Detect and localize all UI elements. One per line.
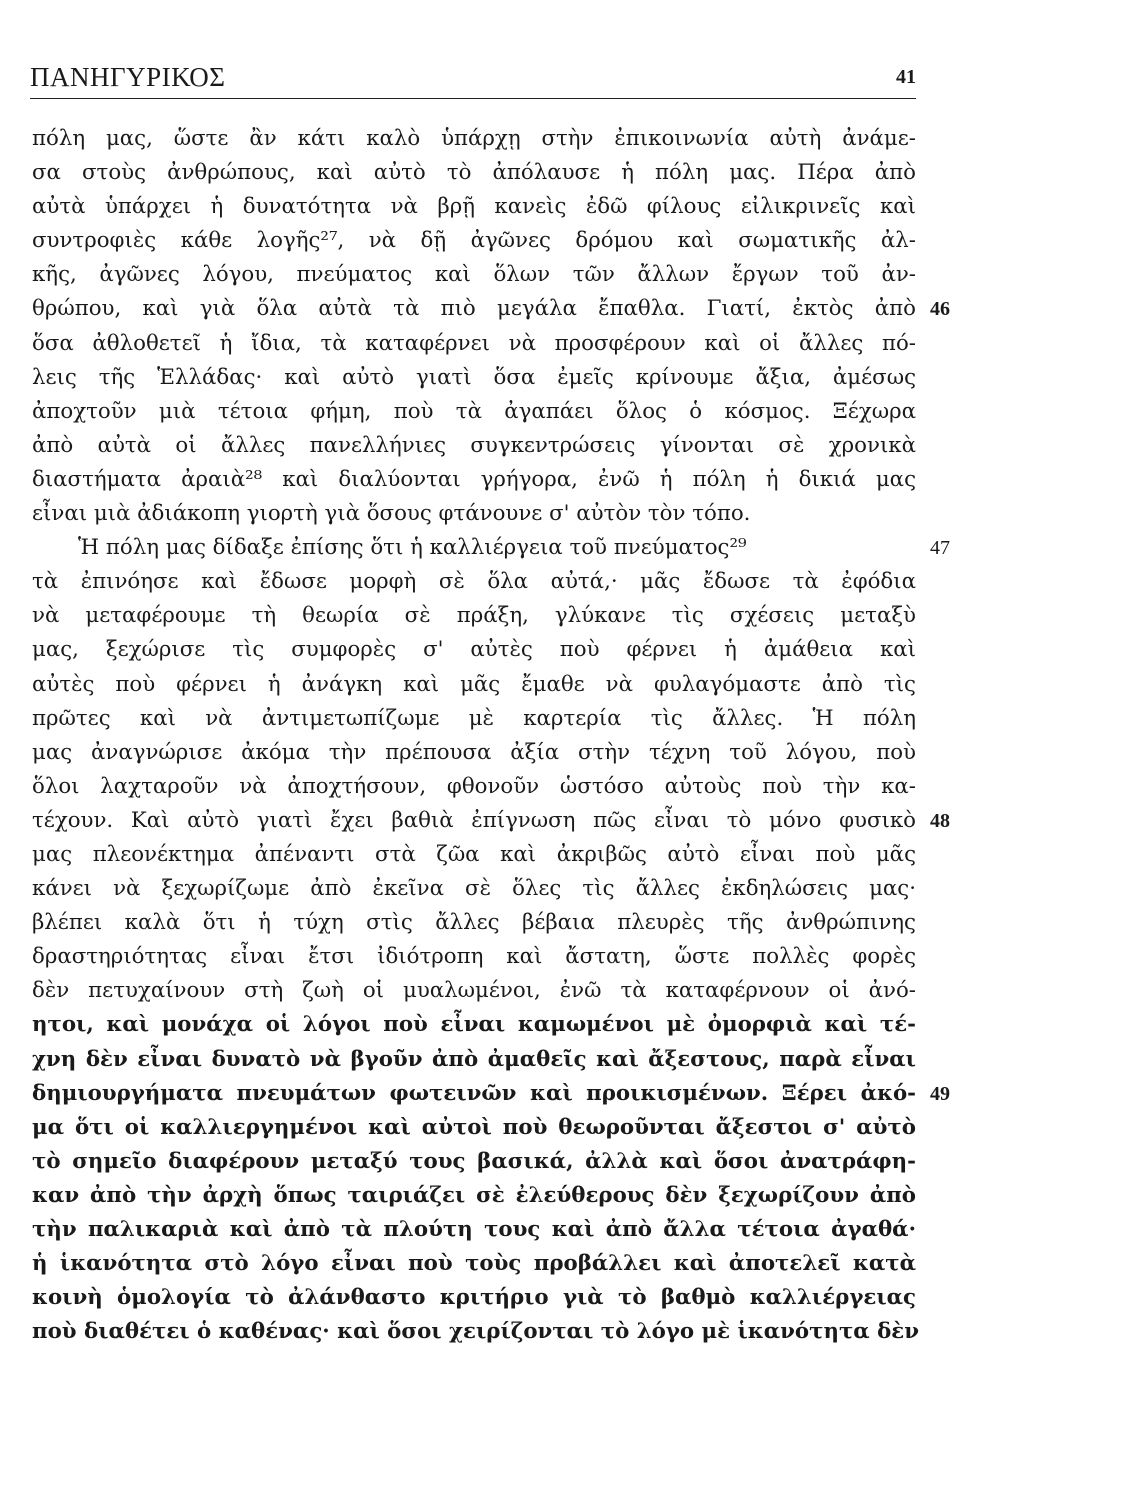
- text-line: ἀπὸ αὐτὰ οἱ ἄλλες πανελλήνιες συγκεντρώσεις γίνονται σὲ χρονικὰ: [32, 432, 916, 458]
- text-line-content: δημιουργήματα πνευμάτων φωτεινῶν καὶ προικισμένων. Ξέρει ἀκό-: [32, 1080, 916, 1106]
- text-line: πρῶτες καὶ νὰ ἀντιμετωπίζωμε μὲ καρτερία τὶς ἄλλες. Ἡ πόλη: [32, 705, 916, 731]
- text-line: δραστηριότητας εἶναι ἔτσι ἰδιότροπη καὶ ἄστατη, ὥστε πολλὲς φορὲς: [32, 944, 916, 970]
- text-line: συντροφιὲς κάθε λογῆς²⁷, νὰ δῇ ἀγῶνες δρόμου καὶ σωματικῆς ἀλ-: [32, 228, 916, 254]
- text-line: ποὺ διαθέτει ὁ καθένας· καὶ ὅσοι χειρίζονται τὸ λόγο μὲ ἱκανότητα δὲν: [32, 1319, 920, 1345]
- text-body: [32, 122, 950, 1349]
- text-line: [32, 804, 950, 838]
- text-line: βλέπει καλὰ ὅτι ἡ τύχη στὶς ἄλλες βέβαια πλευρὲς τῆς ἀνθρώπινης: [32, 910, 916, 936]
- text-line: αὐτὰ ὑπάρχει ἡ δυνατότητα νὰ βρῇ κανεὶς ἐδῶ φίλους εἰλικρινεῖς καὶ: [32, 194, 916, 220]
- margin-number: 48: [930, 809, 950, 832]
- text-line: [32, 292, 950, 326]
- text-line: δὲν πετυχαίνουν στὴ ζωὴ οἱ μυαλωμένοι, ἐνῶ τὰ καταφέρνουν οἱ ἀνό-: [32, 978, 916, 1004]
- text-line: κῆς, ἀγῶνες λόγου, πνεύματος καὶ ὅλων τῶν ἄλλων ἔργων τοῦ ἀν-: [32, 262, 916, 288]
- text-line: χνη δὲν εἶναι δυνατὸ νὰ βγοῦν ἀπὸ ἀμαθεῖς καὶ ἄξεστους, παρὰ εἶναι: [32, 1046, 916, 1072]
- text-line: αὐτὲς ποὺ φέρνει ἡ ἀνάγκη καὶ μᾶς ἔμαθε νὰ φυλαγόμαστε ἀπὸ τὶς: [32, 671, 916, 697]
- running-title: ΠΑΝΗΓΥΡΙΚΟΣ: [30, 62, 226, 92]
- text-line-content: Ἡ πόλη μας δίδαξε ἐπίσης ὅτι ἡ καλλιέργεια τοῦ πνεύματος²⁹: [78, 535, 747, 561]
- text-line: ἀποχτοῦν μιὰ τέτοια φήμη, ποὺ τὰ ἀγαπάει ὅλος ὁ κόσμος. Ξέχωρα: [32, 398, 916, 424]
- margin-number: 46: [930, 298, 950, 321]
- text-line: [32, 1077, 950, 1111]
- text-line: σα στοὺς ἀνθρώπους, καὶ αὐτὸ τὸ ἀπόλαυσε ἡ πόλη μας. Πέρα ἀπὸ: [32, 160, 916, 186]
- text-line-content: θρώπου, καὶ γιὰ ὅλα αὐτὰ τὰ πιὸ μεγάλα ἔπαθλα. Γιατί, ἐκτὸς ἀπὸ: [32, 296, 916, 322]
- running-header: [30, 62, 916, 102]
- text-line: ὅσα ἀθλοθετεῖ ἡ ἴδια, τὰ καταφέρνει νὰ προσφέρουν καὶ οἱ ἄλλες πό-: [32, 330, 916, 356]
- text-line: μας ἀναγνώρισε ἀκόμα τὴν πρέπουσα ἀξία στὴν τέχνη τοῦ λόγου, ποὺ: [32, 739, 916, 765]
- text-line-content: τέχουν. Καὶ αὐτὸ γιατὶ ἔχει βαθιὰ ἐπίγνωση πῶς εἶναι τὸ μόνο φυσικὸ: [32, 807, 916, 833]
- text-line: μας, ξεχώρισε τὶς συμφορὲς σ' αὐτὲς ποὺ φέρνει ἡ ἀμάθεια καὶ: [32, 637, 916, 663]
- text-line: τὴν παλικαριὰ καὶ ἀπὸ τὰ πλούτη τους καὶ ἀπὸ ἄλλα τέτοια ἀγαθά·: [32, 1217, 916, 1242]
- text-line: τὰ ἐπινόησε καὶ ἔδωσε μορφὴ σὲ ὅλα αὐτά,· μᾶς ἔδωσε τὰ ἐφόδια: [32, 569, 916, 595]
- page-number: 41: [896, 66, 916, 88]
- text-line: λεις τῆς Ἑλλάδας· καὶ αὐτὸ γιατὶ ὅσα ἐμεῖς κρίνουμε ἄξια, ἀμέσως: [32, 364, 916, 390]
- text-line: πόλη μας, ὥστε ἂν κάτι καλὸ ὑπάρχῃ στὴν ἐπικοινωνία αὐτὴ ἀνάμε-: [32, 126, 916, 151]
- text-line: διαστήματα ἀραιὰ²⁸ καὶ διαλύονται γρήγορα, ἐνῶ ἡ πόλη ἡ δικιά μας: [32, 466, 916, 492]
- text-line: μα ὅτι οἱ καλλιεργημένοι καὶ αὐτοὶ ποὺ θεωροῦνται ἄξεστοι σ' αὐτὸ: [32, 1114, 916, 1140]
- header-rule: [30, 98, 916, 99]
- text-line: καν ἀπὸ τὴν ἀρχὴ ὅπως ταιριάζει σὲ ἐλεύθερους δὲν ξεχωρίζουν ἀπὸ: [32, 1182, 916, 1208]
- text-line: ἡ ἱκανότητα στὸ λόγο εἶναι ποὺ τοὺς προβάλλει καὶ ἀποτελεῖ κατὰ: [32, 1251, 916, 1277]
- text-line: ητοι, καὶ μονάχα οἱ λόγοι ποὺ εἶναι καμωμένοι μὲ ὀμορφιὰ καὶ τέ-: [32, 1012, 916, 1038]
- margin-number: 47: [930, 537, 950, 560]
- text-line: κοινὴ ὁμολογία τὸ ἀλάνθαστο κριτήριο γιὰ τὸ βαθμὸ καλλιέργειας: [32, 1285, 916, 1311]
- text-line: νὰ μεταφέρουμε τὴ θεωρία σὲ πράξη, γλύκανε τὶς σχέσεις μεταξὺ: [32, 603, 916, 629]
- text-line: κάνει νὰ ξεχωρίζωμε ἀπὸ ἐκεῖνα σὲ ὅλες τὶς ἄλλες ἐκδηλώσεις μας·: [32, 876, 916, 902]
- text-line: εἶναι μιὰ ἀδιάκοπη γιορτὴ γιὰ ὅσους φτάνουνε σ' αὐτὸν τὸν τόπο.: [32, 501, 751, 527]
- text-line: μας πλεονέκτημα ἀπέναντι στὰ ζῶα καὶ ἀκριβῶς αὐτὸ εἶναι ποὺ μᾶς: [32, 841, 916, 867]
- margin-number: 49: [930, 1082, 950, 1105]
- text-line: [32, 531, 950, 565]
- text-line: ὅλοι λαχταροῦν νὰ ἀποχτήσουν, φθονοῦν ὡστόσο αὐτοὺς ποὺ τὴν κα-: [32, 773, 916, 799]
- text-line: τὸ σημεῖο διαφέρουν μεταξύ τους βασικά, ἀλλὰ καὶ ὅσοι ἀνατράφη-: [32, 1148, 916, 1174]
